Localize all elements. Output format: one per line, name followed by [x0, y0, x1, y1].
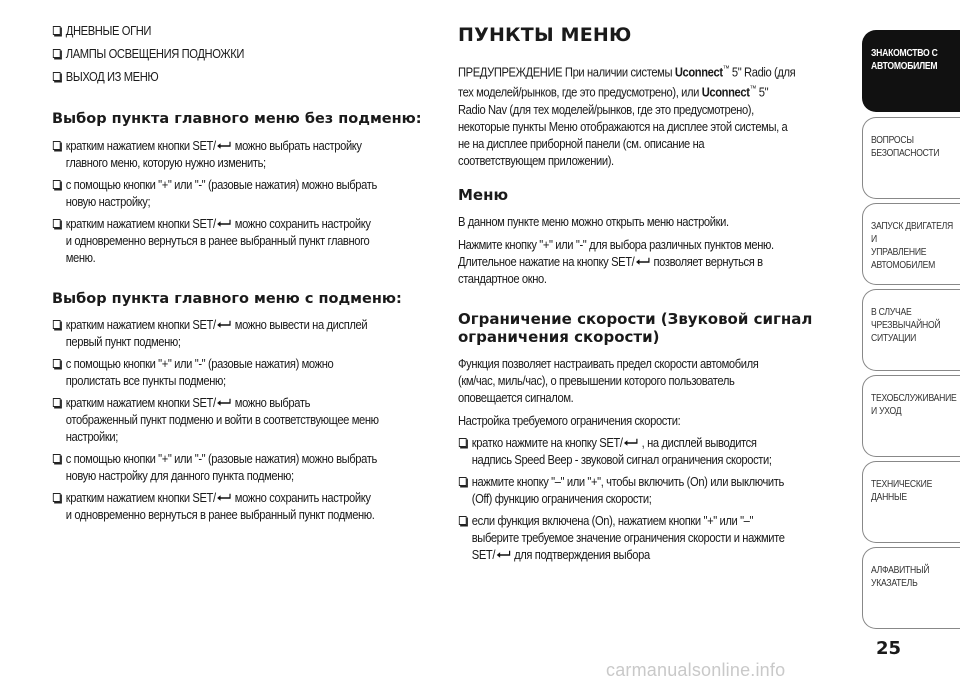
chapter-tabs	[862, 0, 960, 686]
list-item: если функция включена (On), нажатием кнопки "+" или "–" выберите требуемое значение ограничения скорости и нажмите SET/ для подтверждения выбора	[458, 512, 847, 563]
list-item: с помощью кнопки "+" или "-" (разовые нажатия) можно выбрать новую настройку для данного пункта подменю;	[52, 450, 441, 484]
tab-safety[interactable]: ВОПРОСЫ БЕЗОПАСНОСТИ	[862, 117, 960, 199]
checkbox-bullet-icon	[53, 454, 61, 463]
return-arrow-key-icon	[496, 550, 511, 559]
return-arrow-key-icon	[635, 257, 650, 266]
watermark: carmanualsonline.info	[606, 660, 786, 680]
section-heading-with-submenu: Выбор пункта главного меню с подменю:	[52, 291, 402, 307]
checkbox-bullet-icon	[459, 438, 467, 447]
menu-list-top	[52, 22, 441, 85]
return-arrow-key-icon	[217, 493, 232, 502]
return-arrow-key-icon	[217, 219, 232, 228]
list-item: нажмите кнопку "–" или "+", чтобы включить (On) или выключить (Off) функцию ограничения скорости;	[458, 473, 847, 507]
section-with-submenu	[52, 316, 441, 523]
checkbox-bullet-icon	[53, 49, 61, 58]
speed-limit-heading: Ограничение скорости (Звуковой сигнал ограничения скорости)	[458, 310, 813, 346]
list-item: с помощью кнопки "+" или "-" (разовые нажатия) можно пролистать все пункты подменю;	[52, 355, 441, 389]
checkbox-bullet-icon	[459, 477, 467, 486]
checkbox-bullet-icon	[53, 219, 61, 228]
checkbox-bullet-icon	[53, 398, 61, 407]
brand-name: Uconnect	[701, 84, 750, 100]
speed-limit-description: Функция позволяет настраивать предел скорости автомобиля (км/час, миль/час), о превышении которого пользователь оповещается сигналом. Настройка требуемого ограничения скорости: кратко нажмите на кнопку SET/ , на дисплей выводится надпись Speed Beep - звуковой сигнал ограничения скорости; нажмите кнопку "–" или "+", чтобы включить (On) или выключить (Off) функцию ограничения скорости; если функция включена (On), нажатием кнопки "+" или "–" выберите требуемое значение ограничения скорости и нажмите SET/ для подтверждения выбора	[458, 355, 847, 563]
checkbox-bullet-icon	[459, 516, 467, 525]
tab-maintenance[interactable]: ТЕХОБСЛУЖИВАНИЕ И УХОД	[862, 375, 960, 457]
checkbox-bullet-icon	[53, 26, 61, 35]
list-item: с помощью кнопки "+" или "-" (разовые нажатия) можно выбрать новую настройку;	[52, 176, 441, 210]
checkbox-bullet-icon	[53, 493, 61, 502]
checkbox-bullet-icon	[53, 359, 61, 368]
tab-index[interactable]: АЛФАВИТНЫЙ УКАЗАТЕЛЬ	[862, 547, 960, 629]
page-title: ПУНКТЫ МЕНЮ	[458, 24, 632, 46]
tab-getting-to-know-car[interactable]: ЗНАКОМСТВО С АВТОМОБИЛЕМ	[862, 30, 960, 112]
menu-heading: Меню	[458, 186, 509, 204]
tab-technical-data[interactable]: ТЕХНИЧЕСКИЕ ДАННЫЕ	[862, 461, 960, 543]
warning-block: ПРЕДУПРЕЖДЕНИЕ При наличии системы Uconnect™ 5" Radio (для тех моделей/рынков, где это предусмотрено), или Uconnect™ 5" Radio Nav (для тех моделей/рынков, где это предусмотрено), некоторые пункты Меню отображаются на дисплее этой системы, а не на дисплее приборной панели (см. описание на соответствующем приложении).	[458, 64, 796, 168]
checkbox-bullet-icon	[53, 141, 61, 150]
checkbox-bullet-icon	[53, 180, 61, 189]
return-arrow-key-icon	[217, 320, 232, 329]
list-item: ВЫХОД ИЗ МЕНЮ	[52, 68, 441, 85]
return-arrow-key-icon	[217, 398, 232, 407]
list-item: кратким нажатием кнопки SET/ можно сохранить настройку и одновременно вернуться в ранее выбранный пункт главного меню.	[52, 215, 441, 266]
tab-starting-driving[interactable]: ЗАПУСК ДВИГАТЕЛЯ И УПРАВЛЕНИЕ АВТОМОБИЛЕМ	[862, 203, 960, 285]
list-item: кратким нажатием кнопки SET/ можно вывести на дисплей первый пункт подменю;	[52, 316, 441, 350]
menu-description: В данном пункте меню можно открыть меню настройки. Нажмите кнопку "+" или "-" для выбора различных пунктов меню. Длительное нажатие на кнопку SET/ позволяет вернуться в стандартное окно.	[458, 214, 774, 286]
list-item: кратким нажатием кнопки SET/ можно сохранить настройку и одновременно вернуться в ранее выбранный пункт подменю.	[52, 489, 441, 523]
list-item: ЛАМПЫ ОСВЕЩЕНИЯ ПОДНОЖКИ	[52, 45, 441, 62]
return-arrow-key-icon	[217, 141, 232, 150]
section-no-submenu	[52, 137, 441, 266]
tab-emergency[interactable]: В СЛУЧАЕ ЧРЕЗВЫЧАЙНОЙ СИТУАЦИИ	[862, 289, 960, 371]
checkbox-bullet-icon	[53, 72, 61, 81]
return-arrow-key-icon	[623, 438, 638, 447]
brand-name: Uconnect	[674, 64, 723, 80]
section-heading-no-submenu: Выбор пункта главного меню без подменю:	[52, 111, 422, 127]
list-item: кратким нажатием кнопки SET/ можно выбрать настройку главного меню, которую нужно изменить;	[52, 137, 441, 171]
list-item: кратким нажатием кнопки SET/ можно выбрать отображенный пункт подменю и войти в соответствующее меню настройки;	[52, 394, 441, 445]
checkbox-bullet-icon	[53, 320, 61, 329]
page-number: 25	[876, 638, 902, 659]
list-item: кратко нажмите на кнопку SET/ , на дисплей выводится надпись Speed Beep - звуковой сигнал ограничения скорости;	[458, 434, 847, 468]
list-item: ДНЕВНЫЕ ОГНИ	[52, 22, 441, 39]
